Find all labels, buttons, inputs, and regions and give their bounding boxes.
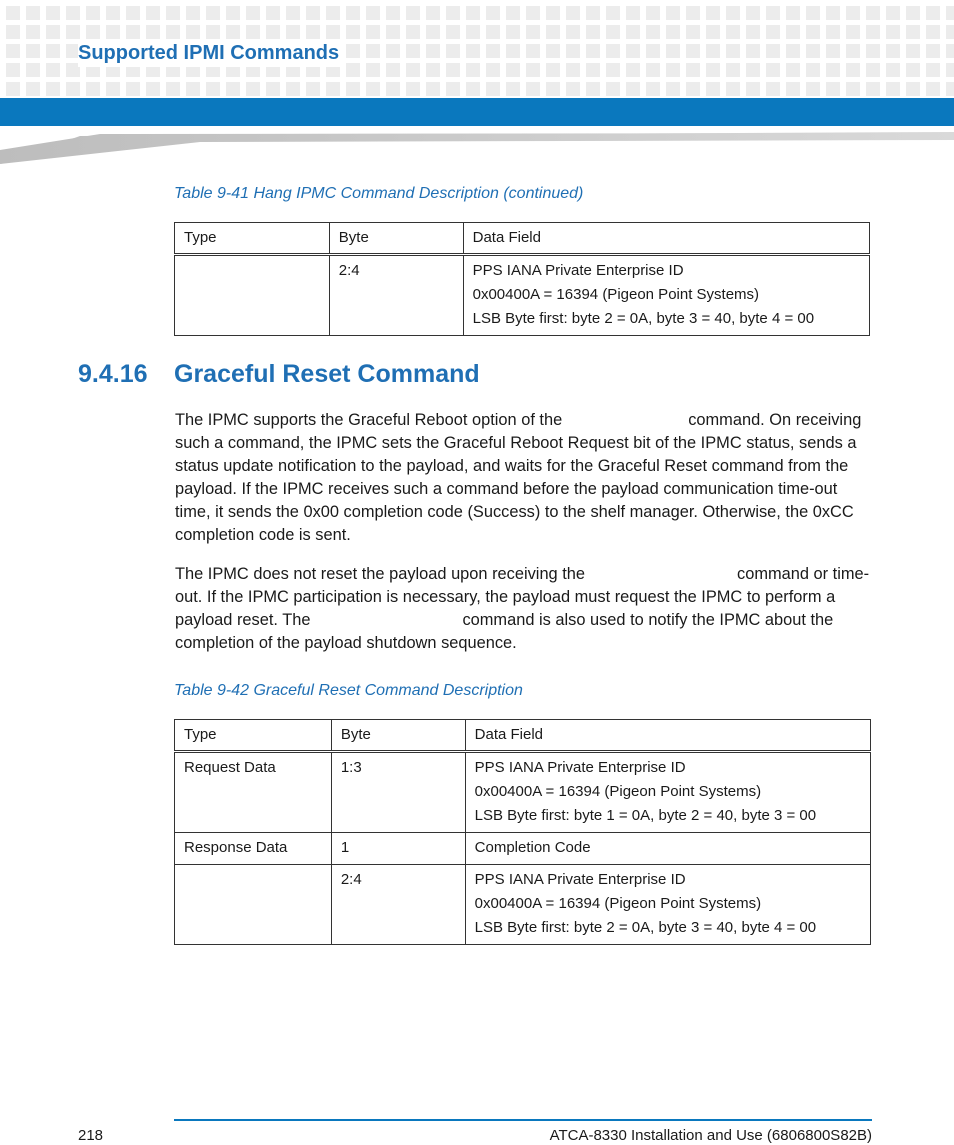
header-pattern-cell xyxy=(266,6,280,20)
header-pattern-cell xyxy=(186,25,200,39)
header-pattern-cell xyxy=(426,82,440,96)
column-header: Type xyxy=(175,720,332,752)
header-pattern-cell xyxy=(706,82,720,96)
header-pattern-cell xyxy=(526,82,540,96)
header-pattern-cell xyxy=(646,63,660,77)
document-title: ATCA-8330 Installation and Use (6806800S82B) xyxy=(549,1127,872,1144)
header-pattern-cell xyxy=(886,6,900,20)
header-pattern-cell xyxy=(386,44,400,58)
header-pattern-cell xyxy=(506,6,520,20)
header-pattern-cell xyxy=(306,6,320,20)
header-pattern-cell xyxy=(706,6,720,20)
section-title xyxy=(78,360,480,389)
header-pattern-cell xyxy=(866,44,880,58)
header-pattern-cell xyxy=(586,25,600,39)
header-pattern-cell xyxy=(266,25,280,39)
header-pattern-cell xyxy=(466,82,480,96)
header-pattern-cell xyxy=(66,6,80,20)
running-header: Supported IPMI Commands xyxy=(78,40,343,67)
header-pattern-cell xyxy=(746,25,760,39)
header-pattern-cell xyxy=(846,63,860,77)
header-pattern-cell xyxy=(746,63,760,77)
header-pattern-cell xyxy=(566,6,580,20)
paragraph-2-part-2: command or time-out. If the IPMC participation is necessary, the payload must request the IPMC to perform a payload reset. The xyxy=(175,565,870,629)
header-pattern-cell xyxy=(666,63,680,77)
header-pattern-cell xyxy=(806,82,820,96)
cell-type xyxy=(175,865,332,945)
header-pattern-cell xyxy=(66,25,80,39)
header-pattern-cell xyxy=(166,25,180,39)
header-pattern-cell xyxy=(446,82,460,96)
header-pattern-cell xyxy=(286,25,300,39)
header-pattern-cell xyxy=(526,6,540,20)
header-pattern-cell xyxy=(846,6,860,20)
header-pattern-cell xyxy=(906,44,920,58)
header-pattern-cell xyxy=(26,44,40,58)
header-pattern-cell xyxy=(646,82,660,96)
header-pattern-cell xyxy=(806,6,820,20)
header-pattern-cell xyxy=(826,6,840,20)
header-pattern-cell xyxy=(206,82,220,96)
header-pattern-cell xyxy=(6,63,20,77)
header-pattern-cell xyxy=(726,44,740,58)
cell-byte: 2:4 xyxy=(331,865,465,945)
header-pattern-cell xyxy=(926,63,940,77)
header-pattern-cell xyxy=(366,63,380,77)
data-line: LSB Byte first: byte 2 = 0A, byte 3 = 40, byte 4 = 00 xyxy=(472,310,815,327)
data-line: 0x00400A = 16394 (Pigeon Point Systems) xyxy=(474,783,762,800)
header-pattern-cell xyxy=(506,44,520,58)
header-pattern-cell xyxy=(886,63,900,77)
header-pattern-cell xyxy=(846,44,860,58)
header-pattern-cell xyxy=(606,63,620,77)
header-pattern-cell xyxy=(326,82,340,96)
header-pattern-cell xyxy=(486,63,500,77)
header-pattern-cell xyxy=(586,44,600,58)
header-pattern-cell xyxy=(906,25,920,39)
header-pattern-cell xyxy=(626,63,640,77)
footer-rule xyxy=(174,1119,872,1121)
cell-type: Response Data xyxy=(175,833,332,865)
header-pattern-cell xyxy=(86,6,100,20)
header-pattern-cell xyxy=(686,63,700,77)
header-pattern-cell xyxy=(446,6,460,20)
header-pattern-cell xyxy=(46,25,60,39)
header-pattern-cell xyxy=(486,44,500,58)
header-pattern-cell xyxy=(926,25,940,39)
table-42-caption: Table 9-42 Graceful Reset Command Description xyxy=(174,682,523,699)
header-pattern-cell xyxy=(366,25,380,39)
header-pattern-cell xyxy=(346,25,360,39)
header-pattern-cell xyxy=(546,63,560,77)
header-pattern-cell xyxy=(826,25,840,39)
header-pattern-cell xyxy=(866,63,880,77)
data-line: LSB Byte first: byte 1 = 0A, byte 2 = 40, byte 3 = 00 xyxy=(474,807,817,824)
header-pattern-cell xyxy=(786,6,800,20)
header-pattern-cell xyxy=(786,63,800,77)
cell-data xyxy=(465,752,870,833)
header-pattern-cell xyxy=(846,25,860,39)
header-pattern-cell xyxy=(426,6,440,20)
header-pattern-cell xyxy=(146,82,160,96)
header-pattern-cell xyxy=(786,44,800,58)
header-pattern-cell xyxy=(506,82,520,96)
table-42-header-row xyxy=(175,720,871,752)
header-pattern-cell xyxy=(46,6,60,20)
header-pattern-cell xyxy=(306,25,320,39)
header-pattern-cell xyxy=(606,25,620,39)
paragraph-2 xyxy=(175,563,875,655)
header-pattern-cell xyxy=(546,82,560,96)
header-pattern-cell xyxy=(846,82,860,96)
header-pattern-cell xyxy=(646,25,660,39)
paragraph-2-part-3: command is also used to notify the IPMC about the completion of the payload shutdown sequence. xyxy=(175,611,834,652)
header-pattern-cell xyxy=(786,25,800,39)
header-pattern-cell xyxy=(626,82,640,96)
header-pattern-cell xyxy=(626,25,640,39)
header-pattern-cell xyxy=(446,44,460,58)
column-header: Byte xyxy=(331,720,465,752)
data-line: PPS IANA Private Enterprise ID xyxy=(474,871,686,888)
header-pattern-cell xyxy=(86,25,100,39)
header-pattern-cell xyxy=(26,63,40,77)
header-pattern-cell xyxy=(6,82,20,96)
cell-type: Request Data xyxy=(175,752,332,833)
header-pattern-cell xyxy=(326,25,340,39)
header-pattern-cell xyxy=(6,25,20,39)
header-pattern-cell xyxy=(626,6,640,20)
header-pattern-cell xyxy=(186,82,200,96)
table-row xyxy=(175,752,871,833)
header-pattern-cell xyxy=(486,25,500,39)
header-pattern-cell xyxy=(726,6,740,20)
paragraph-1-part-2: command. On receiving such a command, the IPMC sets the Graceful Reboot Request bit of the IPMC status, sends a status update notification to the payload, and waits for the Graceful Reset command from the payload. If the IPMC receives such a command before the payload communication time-out time, it sends the 0x00 completion code (Success) to the shelf manager. Otherwise, the 0xCC completion code is sent. xyxy=(175,411,862,544)
header-pattern-cell xyxy=(566,44,580,58)
header-pattern-cell xyxy=(806,25,820,39)
header-pattern-cell xyxy=(346,44,360,58)
column-header: Data Field xyxy=(463,223,869,255)
page-number: 218 xyxy=(78,1127,104,1144)
header-pattern-cell xyxy=(406,82,420,96)
header-pattern-cell xyxy=(586,63,600,77)
header-pattern-cell xyxy=(26,25,40,39)
header-pattern-cell xyxy=(646,44,660,58)
header-pattern-cell xyxy=(726,82,740,96)
header-pattern-cell xyxy=(586,6,600,20)
header-pattern-cell xyxy=(266,82,280,96)
header-pattern-cell xyxy=(166,6,180,20)
header-pattern-cell xyxy=(826,63,840,77)
header-pattern-cell xyxy=(726,63,740,77)
header-pattern-cell xyxy=(866,6,880,20)
header-pattern-cell xyxy=(446,25,460,39)
header-pattern-cell xyxy=(946,63,954,77)
header-pattern-cell xyxy=(26,82,40,96)
header-blue-bar xyxy=(0,98,954,126)
header-pattern-cell xyxy=(606,6,620,20)
header-pattern-cell xyxy=(686,6,700,20)
header-pattern-cell xyxy=(246,82,260,96)
header-pattern-cell xyxy=(226,82,240,96)
table-row xyxy=(175,865,871,945)
header-pattern-cell xyxy=(106,82,120,96)
header-pattern-cell xyxy=(546,6,560,20)
header-pattern-cell xyxy=(706,63,720,77)
header-pattern-cell xyxy=(766,44,780,58)
header-pattern-cell xyxy=(906,82,920,96)
header-pattern-cell xyxy=(446,63,460,77)
header-pattern-cell xyxy=(366,6,380,20)
cell-byte: 2:4 xyxy=(329,255,463,336)
table-row xyxy=(175,833,871,865)
header-pattern-cell xyxy=(486,6,500,20)
header-pattern-cell xyxy=(926,44,940,58)
header-pattern-cell xyxy=(666,6,680,20)
header-pattern-cell xyxy=(666,82,680,96)
header-pattern-cell xyxy=(386,63,400,77)
data-line: LSB Byte first: byte 2 = 0A, byte 3 = 40, byte 4 = 00 xyxy=(474,919,817,936)
header-pattern-cell xyxy=(506,63,520,77)
header-pattern-cell xyxy=(606,82,620,96)
header-pattern-cell xyxy=(566,82,580,96)
header-pattern-cell xyxy=(606,44,620,58)
header-pattern-cell xyxy=(766,6,780,20)
header-pattern-cell xyxy=(106,25,120,39)
header-pattern-cell xyxy=(6,44,20,58)
header-pattern-cell xyxy=(506,25,520,39)
cell-type xyxy=(175,255,330,336)
header-pattern-cell xyxy=(906,6,920,20)
header-pattern-cell xyxy=(66,82,80,96)
header-pattern-cell xyxy=(126,25,140,39)
cell-byte: 1 xyxy=(331,833,465,865)
header-pattern-cell xyxy=(746,82,760,96)
header-pattern-cell xyxy=(86,82,100,96)
section-heading: Graceful Reset Command xyxy=(174,360,480,388)
header-pattern-cell xyxy=(206,6,220,20)
header-pattern-cell xyxy=(926,6,940,20)
header-pattern-cell xyxy=(766,25,780,39)
header-pattern-cell xyxy=(246,6,260,20)
table-41-header-row xyxy=(175,223,870,255)
header-pattern-cell xyxy=(646,6,660,20)
column-header: Byte xyxy=(329,223,463,255)
data-line: 0x00400A = 16394 (Pigeon Point Systems) xyxy=(474,895,762,912)
header-pattern-cell xyxy=(26,6,40,20)
data-line: Completion Code xyxy=(474,839,591,856)
header-pattern-cell xyxy=(406,44,420,58)
header-pattern-cell xyxy=(626,44,640,58)
header-pattern-cell xyxy=(326,6,340,20)
header-pattern-cell xyxy=(486,82,500,96)
header-pattern-cell xyxy=(826,82,840,96)
header-pattern-cell xyxy=(146,6,160,20)
header-pattern-cell xyxy=(706,25,720,39)
data-line: 0x00400A = 16394 (Pigeon Point Systems) xyxy=(472,286,760,303)
header-pattern-cell xyxy=(526,63,540,77)
paragraph-1-part-1: The IPMC supports the Graceful Reboot option of the xyxy=(175,411,563,429)
data-line: PPS IANA Private Enterprise ID xyxy=(472,262,684,279)
header-pattern-cell xyxy=(746,44,760,58)
header-gray-wedge xyxy=(0,130,954,164)
header-pattern-cell xyxy=(946,44,954,58)
header-pattern-cell xyxy=(206,25,220,39)
header-pattern-cell xyxy=(686,44,700,58)
header-pattern-cell xyxy=(426,25,440,39)
header-pattern-cell xyxy=(806,44,820,58)
header-pattern-cell xyxy=(386,25,400,39)
header-pattern-cell xyxy=(666,44,680,58)
column-header: Data Field xyxy=(465,720,870,752)
header-pattern-cell xyxy=(246,25,260,39)
header-pattern-cell xyxy=(426,44,440,58)
header-pattern-cell xyxy=(6,6,20,20)
header-pattern-cell xyxy=(286,6,300,20)
header-pattern-cell xyxy=(826,44,840,58)
header-pattern-cell xyxy=(566,25,580,39)
header-pattern-cell xyxy=(106,6,120,20)
data-line: PPS IANA Private Enterprise ID xyxy=(474,759,686,776)
header-pattern-cell xyxy=(866,82,880,96)
header-pattern-cell xyxy=(686,25,700,39)
header-pattern-cell xyxy=(406,25,420,39)
header-pattern-cell xyxy=(946,6,954,20)
header-pattern-cell xyxy=(946,82,954,96)
paragraph-1 xyxy=(175,409,875,547)
header-pattern-cell xyxy=(146,25,160,39)
header-pattern-cell xyxy=(906,63,920,77)
header-pattern-cell xyxy=(886,82,900,96)
header-pattern-cell xyxy=(126,82,140,96)
header-pattern-cell xyxy=(466,63,480,77)
header-pattern-cell xyxy=(186,6,200,20)
header-pattern-cell xyxy=(466,44,480,58)
header-pattern-cell xyxy=(546,44,560,58)
header-pattern-cell xyxy=(286,82,300,96)
table-41-caption: Table 9-41 Hang IPMC Command Description (continued) xyxy=(174,185,584,202)
header-pattern-cell xyxy=(226,6,240,20)
header-pattern-cell xyxy=(426,63,440,77)
column-header: Type xyxy=(175,223,330,255)
header-pattern-cell xyxy=(306,82,320,96)
header-pattern-cell xyxy=(566,63,580,77)
header-pattern-cell xyxy=(386,6,400,20)
header-pattern-cell xyxy=(406,63,420,77)
header-pattern-cell xyxy=(366,82,380,96)
header-pattern-cell xyxy=(386,82,400,96)
header-pattern-cell xyxy=(526,44,540,58)
header-pattern-cell xyxy=(166,82,180,96)
header-pattern-cell xyxy=(726,25,740,39)
header-pattern-cell xyxy=(806,63,820,77)
header-pattern-cell xyxy=(686,82,700,96)
header-pattern-cell xyxy=(346,82,360,96)
cell-data xyxy=(463,255,869,336)
header-pattern-cell xyxy=(466,25,480,39)
paragraph-2-part-1: The IPMC does not reset the payload upon receiving the xyxy=(175,565,586,583)
header-pattern-cell xyxy=(766,63,780,77)
header-pattern-cell xyxy=(46,63,60,77)
header-pattern-cell xyxy=(746,6,760,20)
header-pattern-cell xyxy=(46,44,60,58)
header-pattern-cell xyxy=(586,82,600,96)
header-pattern-cell xyxy=(466,6,480,20)
header-pattern-cell xyxy=(866,25,880,39)
header-pattern-cell xyxy=(526,25,540,39)
section-number: 9.4.16 xyxy=(78,360,148,388)
header-pattern-cell xyxy=(786,82,800,96)
header-pattern-cell xyxy=(226,25,240,39)
header-pattern-cell xyxy=(126,6,140,20)
cell-data xyxy=(465,833,870,865)
header-pattern-cell xyxy=(546,25,560,39)
cell-byte: 1:3 xyxy=(331,752,465,833)
header-pattern-cell xyxy=(666,25,680,39)
header-pattern-cell xyxy=(406,6,420,20)
table-row xyxy=(175,255,870,336)
table-42 xyxy=(174,719,871,945)
header-pattern-cell xyxy=(346,6,360,20)
header-pattern-cell xyxy=(886,25,900,39)
header-pattern-cell xyxy=(766,82,780,96)
table-41 xyxy=(174,222,870,336)
header-pattern-cell xyxy=(366,44,380,58)
header-pattern-cell xyxy=(346,63,360,77)
header-pattern-cell xyxy=(886,44,900,58)
header-pattern-cell xyxy=(46,82,60,96)
header-pattern-cell xyxy=(946,25,954,39)
cell-data xyxy=(465,865,870,945)
header-pattern-cell xyxy=(926,82,940,96)
header-pattern-cell xyxy=(706,44,720,58)
